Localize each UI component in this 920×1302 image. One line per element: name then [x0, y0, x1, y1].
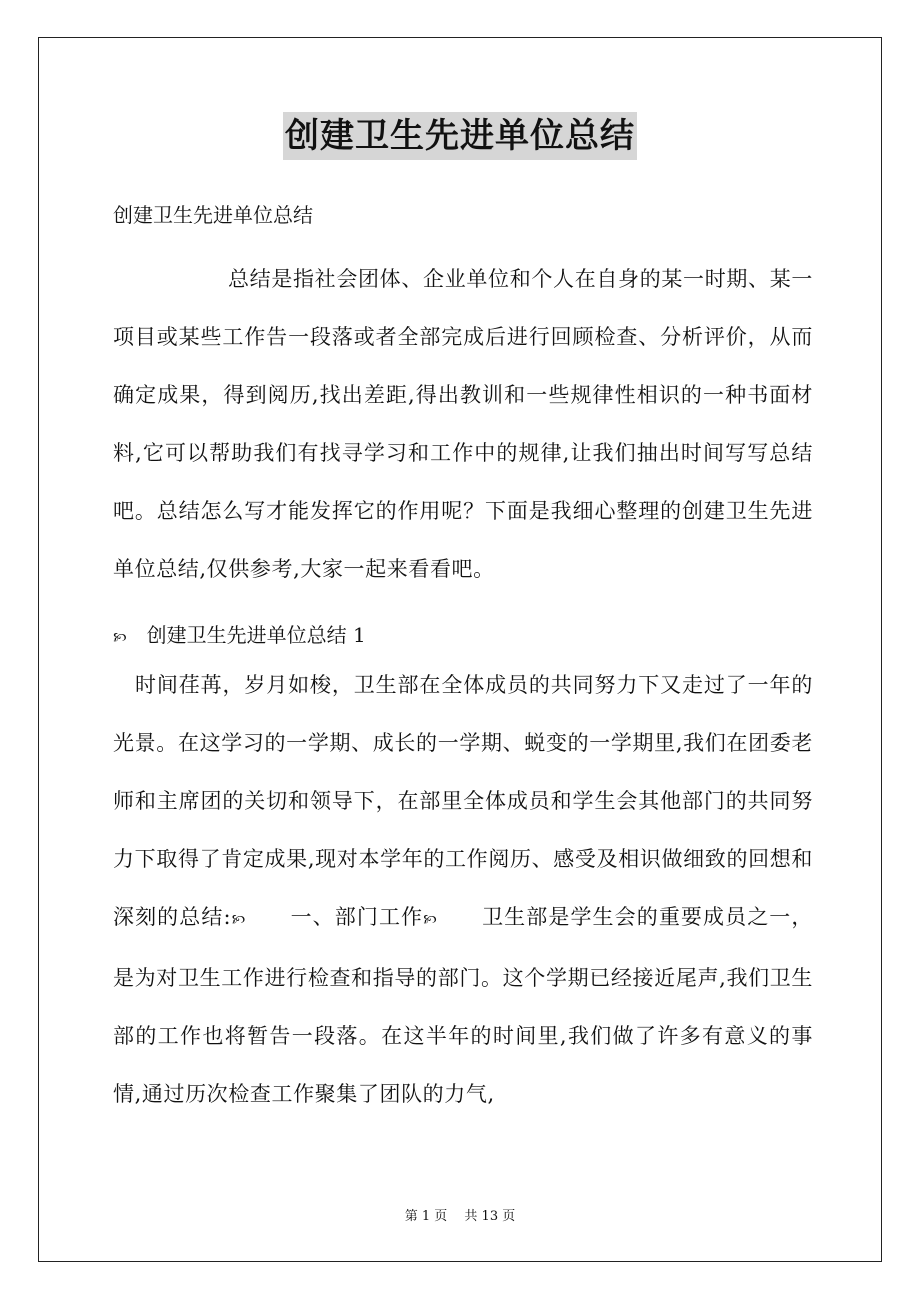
inline-marker-icon-1: 🙡 [231, 912, 247, 928]
intro-paragraph: 总结是指社会团体、企业单位和个人在自身的某一时期、某一项目或某些工作告一段落或者全部完成后进行回顾检查、分析评价，从而确定成果，得到阅历,找出差距,得出教训和一些规律性相识的一种书面材料,它可以帮助我们有找寻学习和工作中的规律,让我们抽出时间写写总结吧。总结怎么写才能发挥它的作用呢？下面是我细心整理的创建卫生先进单位总结,仅供参考,大家一起来看看吧。 [113, 267, 813, 581]
section-heading [113, 620, 366, 653]
document-subtitle: 创建卫生先进单位总结 [113, 203, 313, 227]
section-marker-icon: 🙡 [113, 630, 127, 646]
document-title: 创建卫生先进单位总结 [283, 112, 637, 160]
body-paragraph [113, 656, 813, 1123]
body-text-part3: 卫生部是学生会的重要成员之一，是为对卫生工作进行检查和指导的部门。这个学期已经接近尾声,我们卫生部的工作也将暂告一段落。在这半年的时间里,我们做了许多有意义的事情,通过历次检查工作聚集了团队的力气, [113, 905, 814, 1106]
section-title: 创建卫生先进单位总结 1 [146, 623, 366, 647]
title-container [0, 112, 920, 160]
inline-marker-icon-2: 🙡 [423, 912, 438, 928]
body-text-part1: 时间荏苒，岁月如梭，卫生部在全体成员的共同努力下又走过了一年的光景。在这学习的一学期、成长的一学期、蜕变的一学期里,我们在团委老师和主席团的关切和领导下，在部里全体成员和学生会其他部门的共同努力下取得了肯定成果,现对本学年的工作阅历、感受及相识做细致的回想和深刻的总结: [113, 673, 813, 929]
page-footer: 第 1 页 共 13 页 [404, 1209, 516, 1224]
body-text-part2: 一、部门工作 [246, 905, 424, 929]
